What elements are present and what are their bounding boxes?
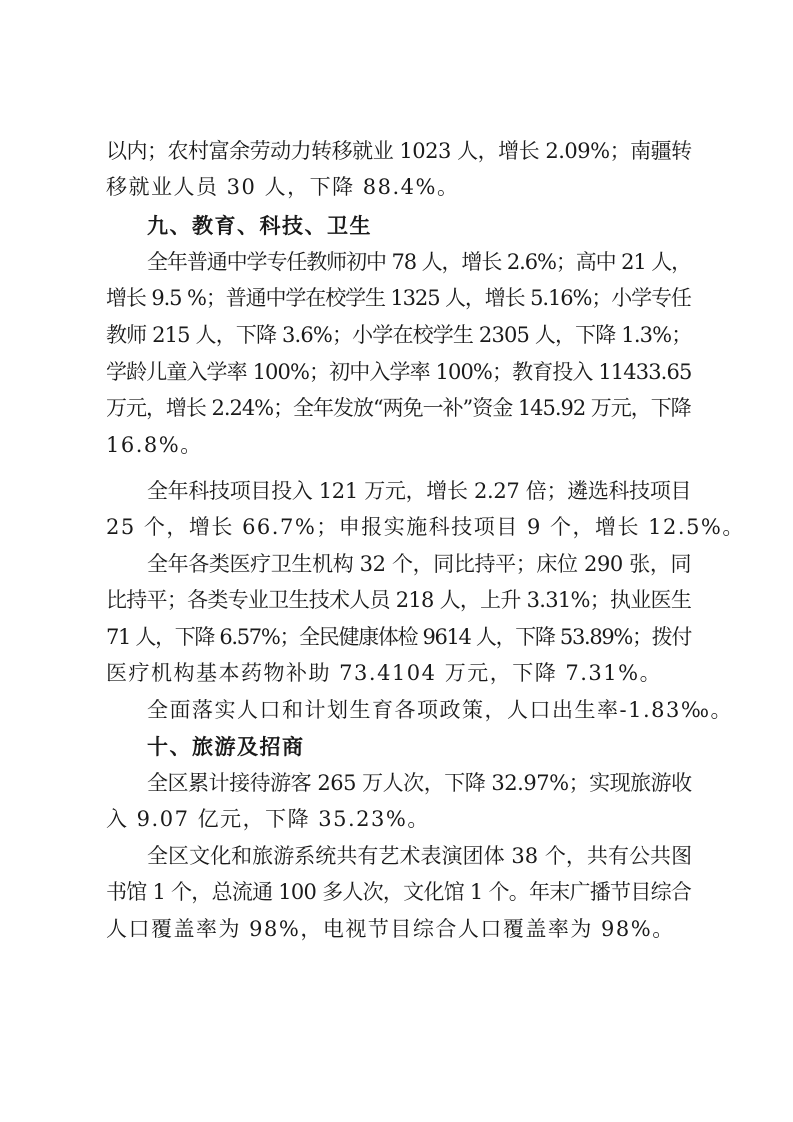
paragraph-line: 书馆 1 个，总流通 100 多人次，文化馆 1 个。年末广播节目综合 [106, 880, 692, 904]
paragraph-line: 教师 215 人，下降 3.6%；小学在校学生 2305 人，下降 1.3%； [106, 323, 692, 347]
paragraph-line: 全面落实人口和计划生育各项政策，人口出生率-1.83‰。 [147, 698, 734, 722]
paragraph-line: 全年科技项目投入 121 万元，增长 2.27 倍；遴选科技项目 [147, 479, 692, 503]
paragraph-line: 以内；农村富余劳动力转移就业 1023 人，增长 2.09%；南疆转 [106, 139, 692, 163]
paragraph-line: 移就业人员 30 人，下降 88.4%。 [106, 175, 460, 199]
paragraph-line: 比持平；各类专业卫生技术人员 218 人，上升 3.31%；执业医生 [106, 588, 692, 612]
paragraph-line: 16.8%。 [106, 433, 203, 457]
paragraph-line: 全年各类医疗卫生机构 32 个，同比持平；床位 290 张，同 [147, 552, 692, 576]
paragraph-line: 学龄儿童入学率 100%；初中入学率 100%；教育投入 11433.65 [106, 360, 692, 384]
paragraph-line: 全区累计接待游客 265 万人次，下降 32.97%；实现旅游收 [147, 771, 692, 795]
paragraph-line: 全区文化和旅游系统共有艺术表演团体 38 个，共有公共图 [147, 844, 693, 868]
paragraph-line: 入 9.07 亿元，下降 35.23%。 [106, 807, 430, 831]
paragraph-line: 万元，增长 2.24%；全年发放“两免一补”资金 145.92 万元，下降 [106, 396, 691, 420]
paragraph-line: 人口覆盖率为 98%，电视节目综合人口覆盖率为 98%。 [106, 917, 675, 941]
paragraph-line: 全年普通中学专任教师初中 78 人，增长 2.6%；高中 21 人， [147, 250, 692, 274]
paragraph-line: 71 人，下降 6.57%；全民健康体检 9614 人，下降 53.89%；拨付 [106, 625, 691, 649]
paragraph-line: 增长 9.5 %；普通中学在校学生 1325 人，增长 5.16%；小学专任 [106, 286, 691, 310]
paragraph-line: 医疗机构基本药物补助 73.4104 万元，下降 7.31%。 [106, 661, 663, 685]
paragraph-line: 25 个，增长 66.7%；申报实施科技项目 9 个，增长 12.5%。 [106, 515, 745, 539]
section-heading: 十、旅游及招商 [147, 735, 305, 759]
section-heading: 九、教育、科技、卫生 [147, 214, 372, 238]
